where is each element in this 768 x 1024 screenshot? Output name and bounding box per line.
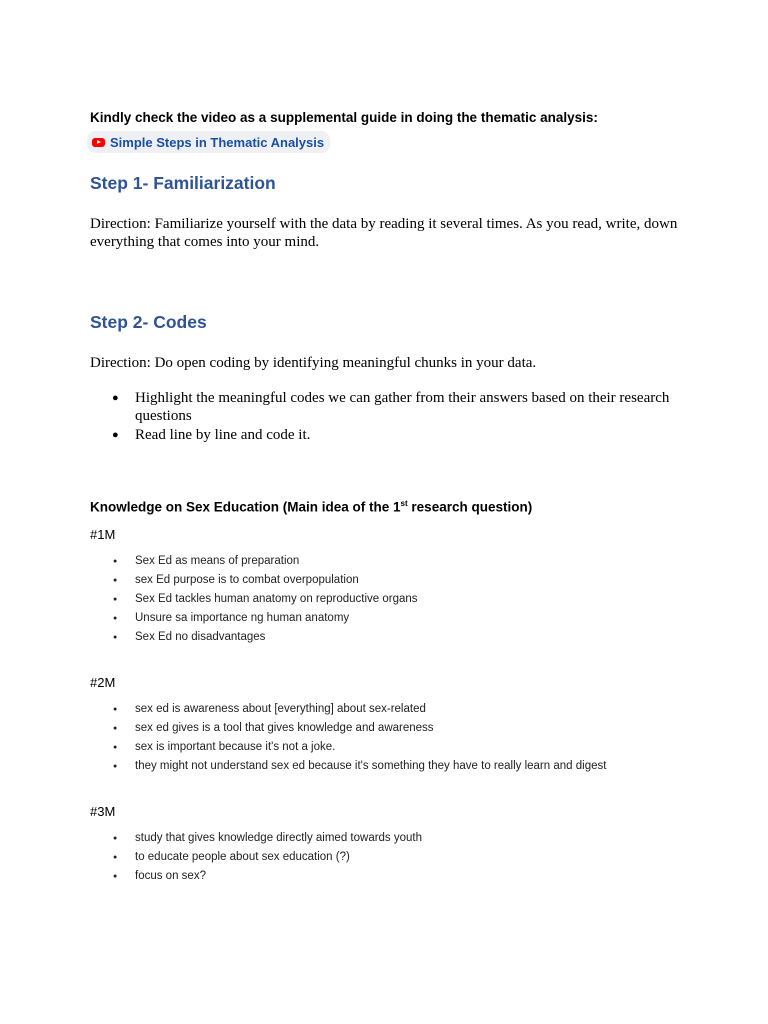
list-item: ● Sex Ed no disadvantages [90,628,690,647]
response-id-2m: #2M [90,674,116,690]
list-item: ● sex ed is awareness about [everything] about sex-related [90,700,690,719]
response-id-3m: #3M [90,803,116,819]
heading-part: research question) [407,499,533,515]
list-item: ● study that gives knowledge directly aimed towards youth [90,829,690,848]
list-item: ● sex Ed purpose is to combat overpopulation [90,571,690,590]
step2-bullet-list [90,389,690,444]
list-item: ● sex is important because it's not a joke. [90,738,690,757]
step2-direction: Direction: Do open coding by identifying meaningful chunks in your data. [90,355,537,371]
response-3m-list [90,829,690,886]
list-item: ● Unsure sa importance ng human anatomy [90,609,690,628]
heading-superscript: st [400,499,408,508]
video-link-label[interactable]: Simple Steps in Thematic Analysis [110,134,325,150]
heading-part: Knowledge on Sex Education (Main idea of the 1 [90,499,401,515]
response-2m-list [90,700,690,776]
list-item: ● focus on sex? [90,867,690,886]
list-item: ● Highlight the meaningful codes we can gather from their answers based on their research questions [90,389,690,425]
video-link-chip[interactable] [87,131,330,153]
intro-text: Kindly check the video as a supplemental guide in doing the thematic analysis: [90,110,598,125]
response-1m-list [90,552,690,647]
list-item: ● Read line by line and code it. [90,426,690,444]
list-item: ● Sex Ed as means of preparation [90,552,690,571]
youtube-icon [92,138,105,147]
list-item: ● they might not understand sex ed because it's something they have to really learn and digest [90,757,690,776]
document-page [90,108,690,886]
step1-heading: Step 1- Familiarization [90,173,276,193]
step1-direction: Direction: Familiarize yourself with the data by reading it several times. As you read, write, down everything that comes into your mind. [90,216,678,250]
list-item: ● Sex Ed tackles human anatomy on reproductive organs [90,590,690,609]
list-item: ● to educate people about sex education (?) [90,848,690,867]
knowledge-section-heading [90,499,690,515]
response-id-1m: #1M [90,526,116,542]
list-item: ● sex ed gives is a tool that gives knowledge and awareness [90,719,690,738]
step2-heading: Step 2- Codes [90,312,207,332]
